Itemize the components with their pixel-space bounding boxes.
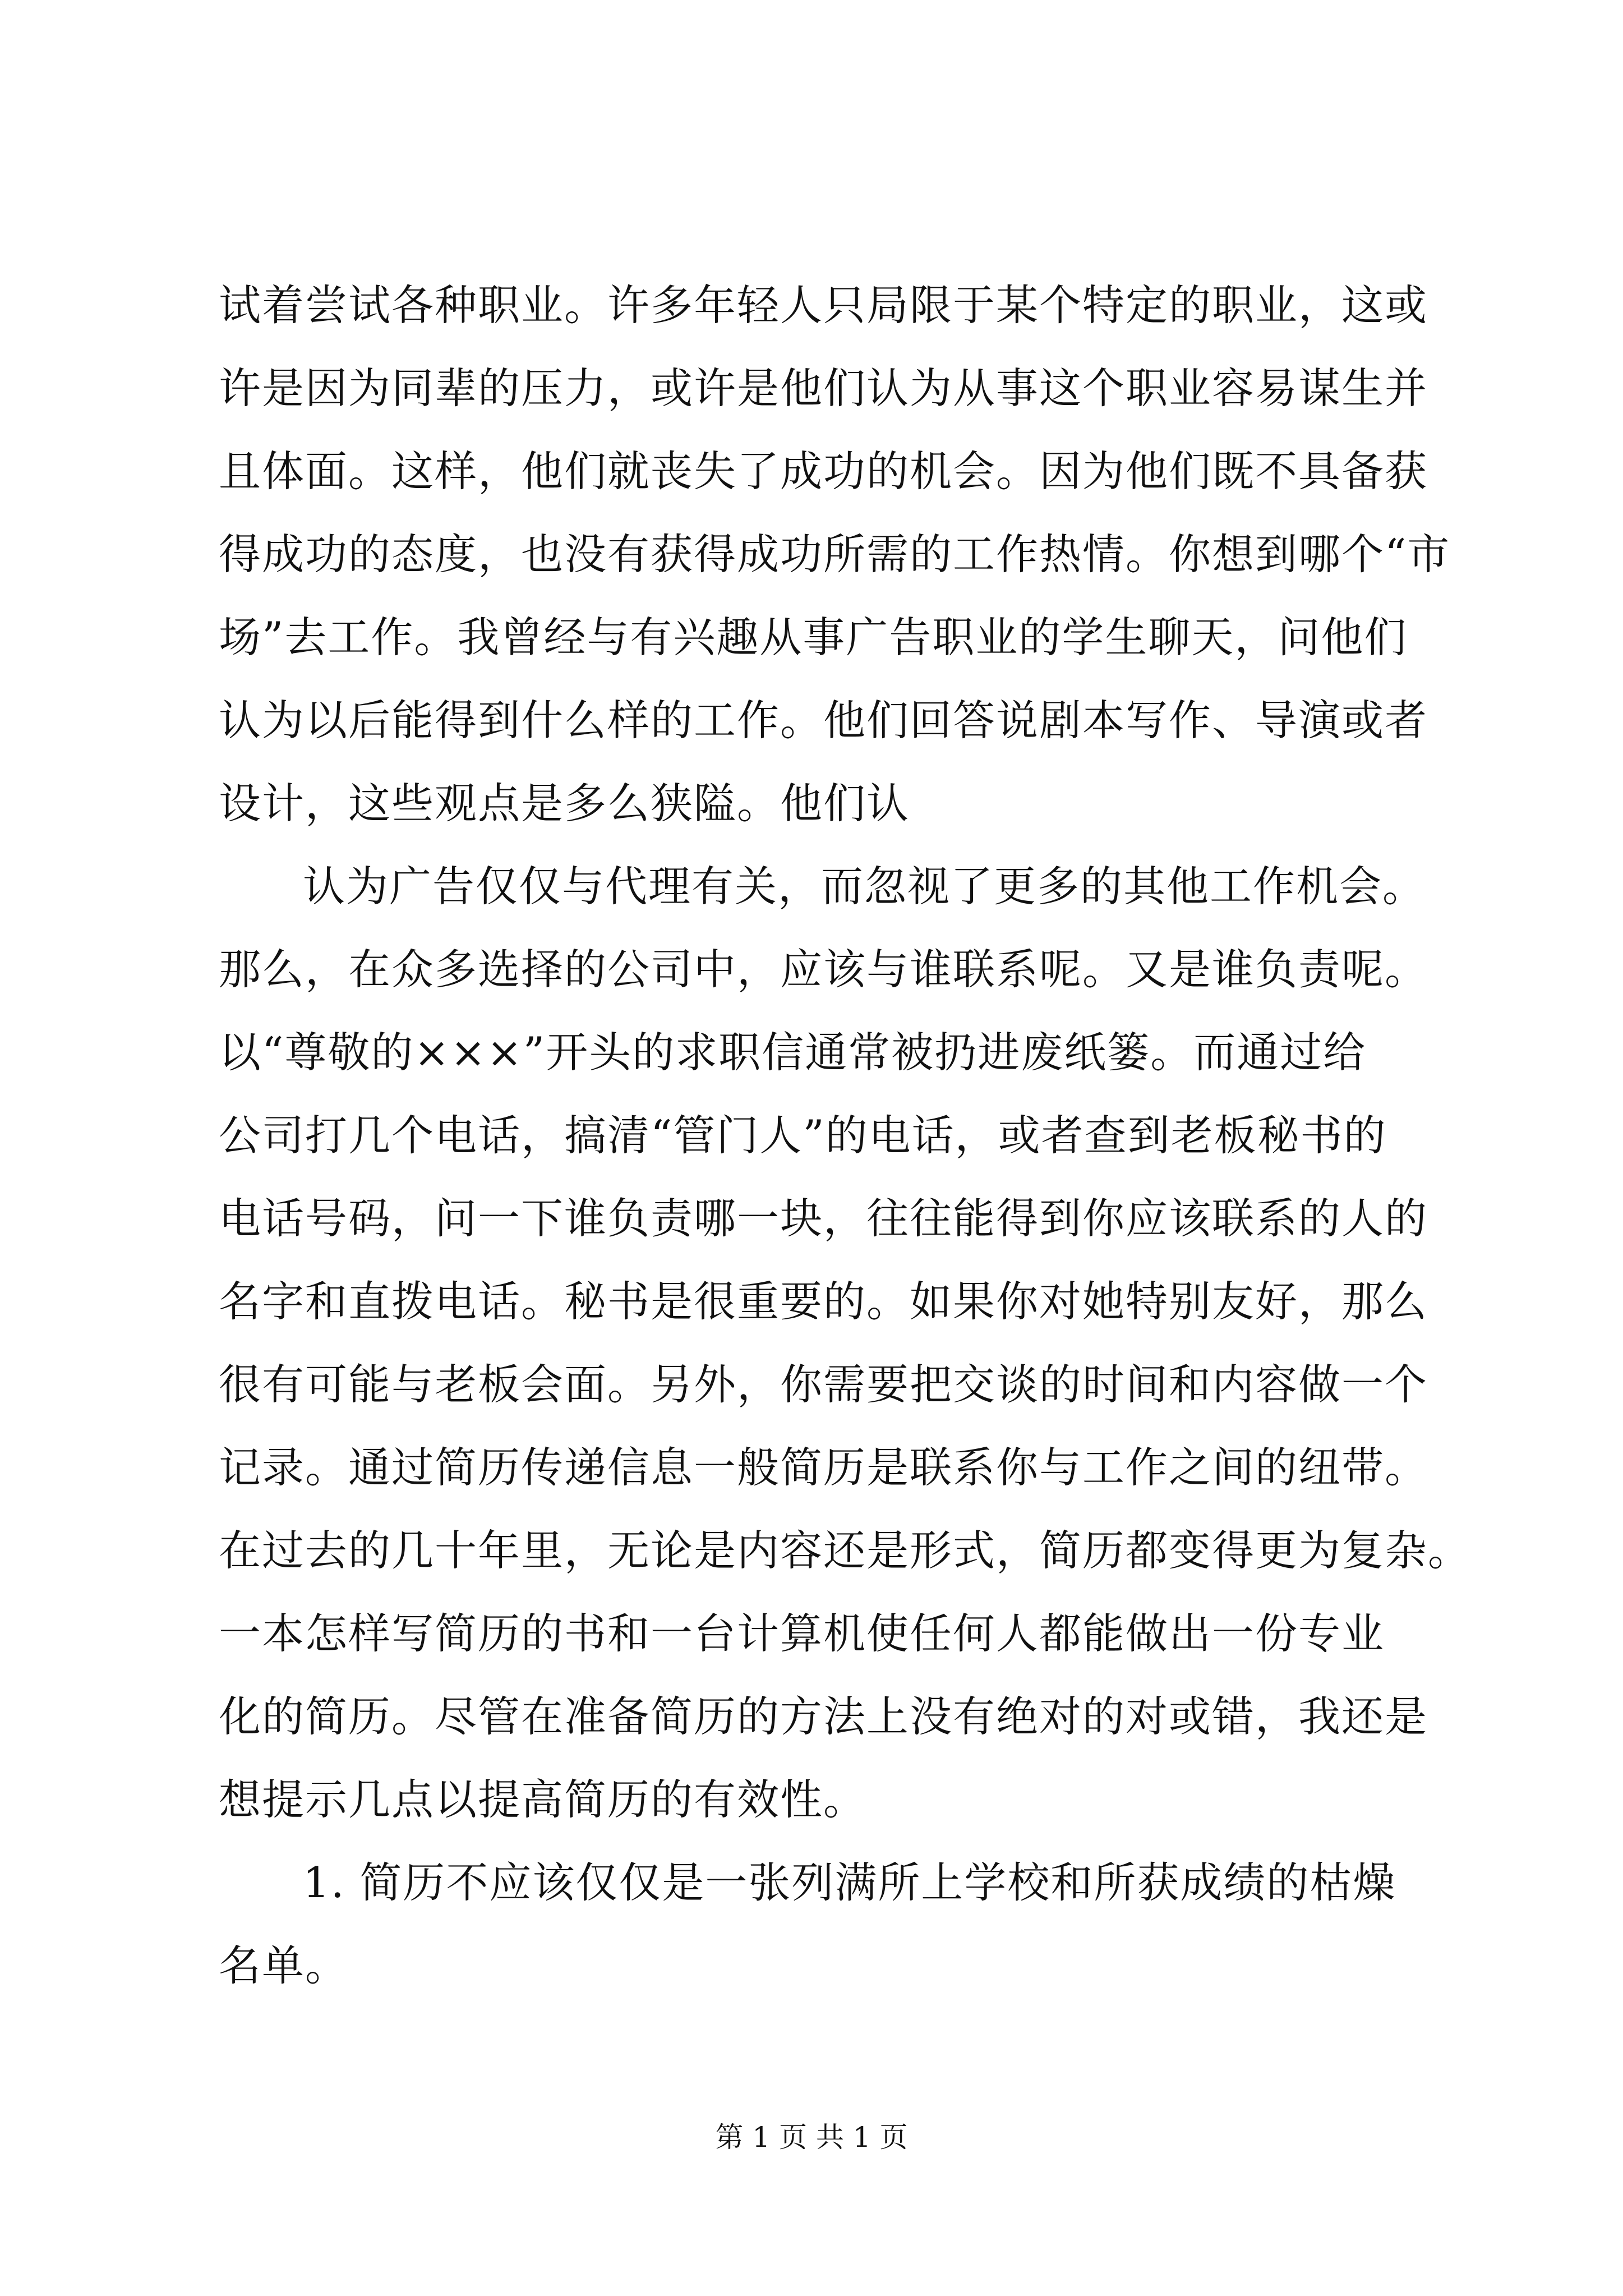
paragraph-2-line-9: 在过去的几十年里，无论是内容还是形式，简历都变得更为复杂。 [219,1526,1472,1575]
paragraph-2-line-5: 电话号码，问一下谁负责哪一块，往往能得到你应该联系的人的 [219,1194,1428,1243]
paragraph-1-line-3: 且体面。这样，他们就丧失了成功的机会。因为他们既不具备获 [219,447,1428,496]
paragraph-2-line-3: 以“尊敬的×××”开头的求职信通常被扔进废纸篓。而通过给 [219,1028,1367,1077]
paragraph-3-line-1: 1. 简历不应该仅仅是一张列满所上学校和所获成绩的枯燥 [303,1858,1396,1907]
paragraph-1-line-4: 得成功的态度，也没有获得成功所需的工作热情。你想到哪个“市 [219,530,1451,579]
paragraph-2-line-12: 想提示几点以提高简历的有效性。 [219,1775,867,1824]
paragraph-2-line-2: 那么，在众多选择的公司中，应该与谁联系呢。又是谁负责呢。 [219,945,1428,994]
paragraph-2-line-7: 很有可能与老板会面。另外，你需要把交谈的时间和内容做一个 [219,1360,1428,1409]
paragraph-2-line-10: 一本怎样写简历的书和一台计算机使任何人都能做出一份专业 [219,1609,1385,1658]
paragraph-1-line-6: 认为以后能得到什么样的工作。他们回答说剧本写作、导演或者 [219,696,1428,745]
paragraph-1-line-1: 试着尝试各种职业。许多年轻人只局限于某个特定的职业，这或 [219,280,1428,330]
paragraph-3-line-2: 名单。 [219,1941,349,1990]
paragraph-2-line-4: 公司打几个电话，搞清“管门人”的电话，或者查到老板秘书的 [219,1111,1387,1160]
paragraph-2-line-6: 名字和直拨电话。秘书是很重要的。如果你对她特别友好，那么 [219,1277,1428,1326]
paragraph-2-line-8: 记录。通过简历传递信息一般简历是联系你与工作之间的纽带。 [219,1443,1428,1492]
paragraph-1-line-5: 场”去工作。我曾经与有兴趣从事广告职业的学生聊天，问他们 [219,613,1408,662]
paragraph-2-line-11: 化的简历。尽管在准备简历的方法上没有绝对的对或错，我还是 [219,1692,1428,1741]
paragraph-1-line-7: 设计，这些观点是多么狭隘。他们认 [219,779,910,828]
paragraph-1-line-2: 许是因为同辈的压力，或许是他们认为从事这个职业容易谋生并 [219,364,1428,413]
paragraph-2-line-1: 认为广告仅仅与代理有关，而忽视了更多的其他工作机会。 [303,862,1426,911]
page-footer: 第 1 页 共 1 页 [715,2121,908,2154]
